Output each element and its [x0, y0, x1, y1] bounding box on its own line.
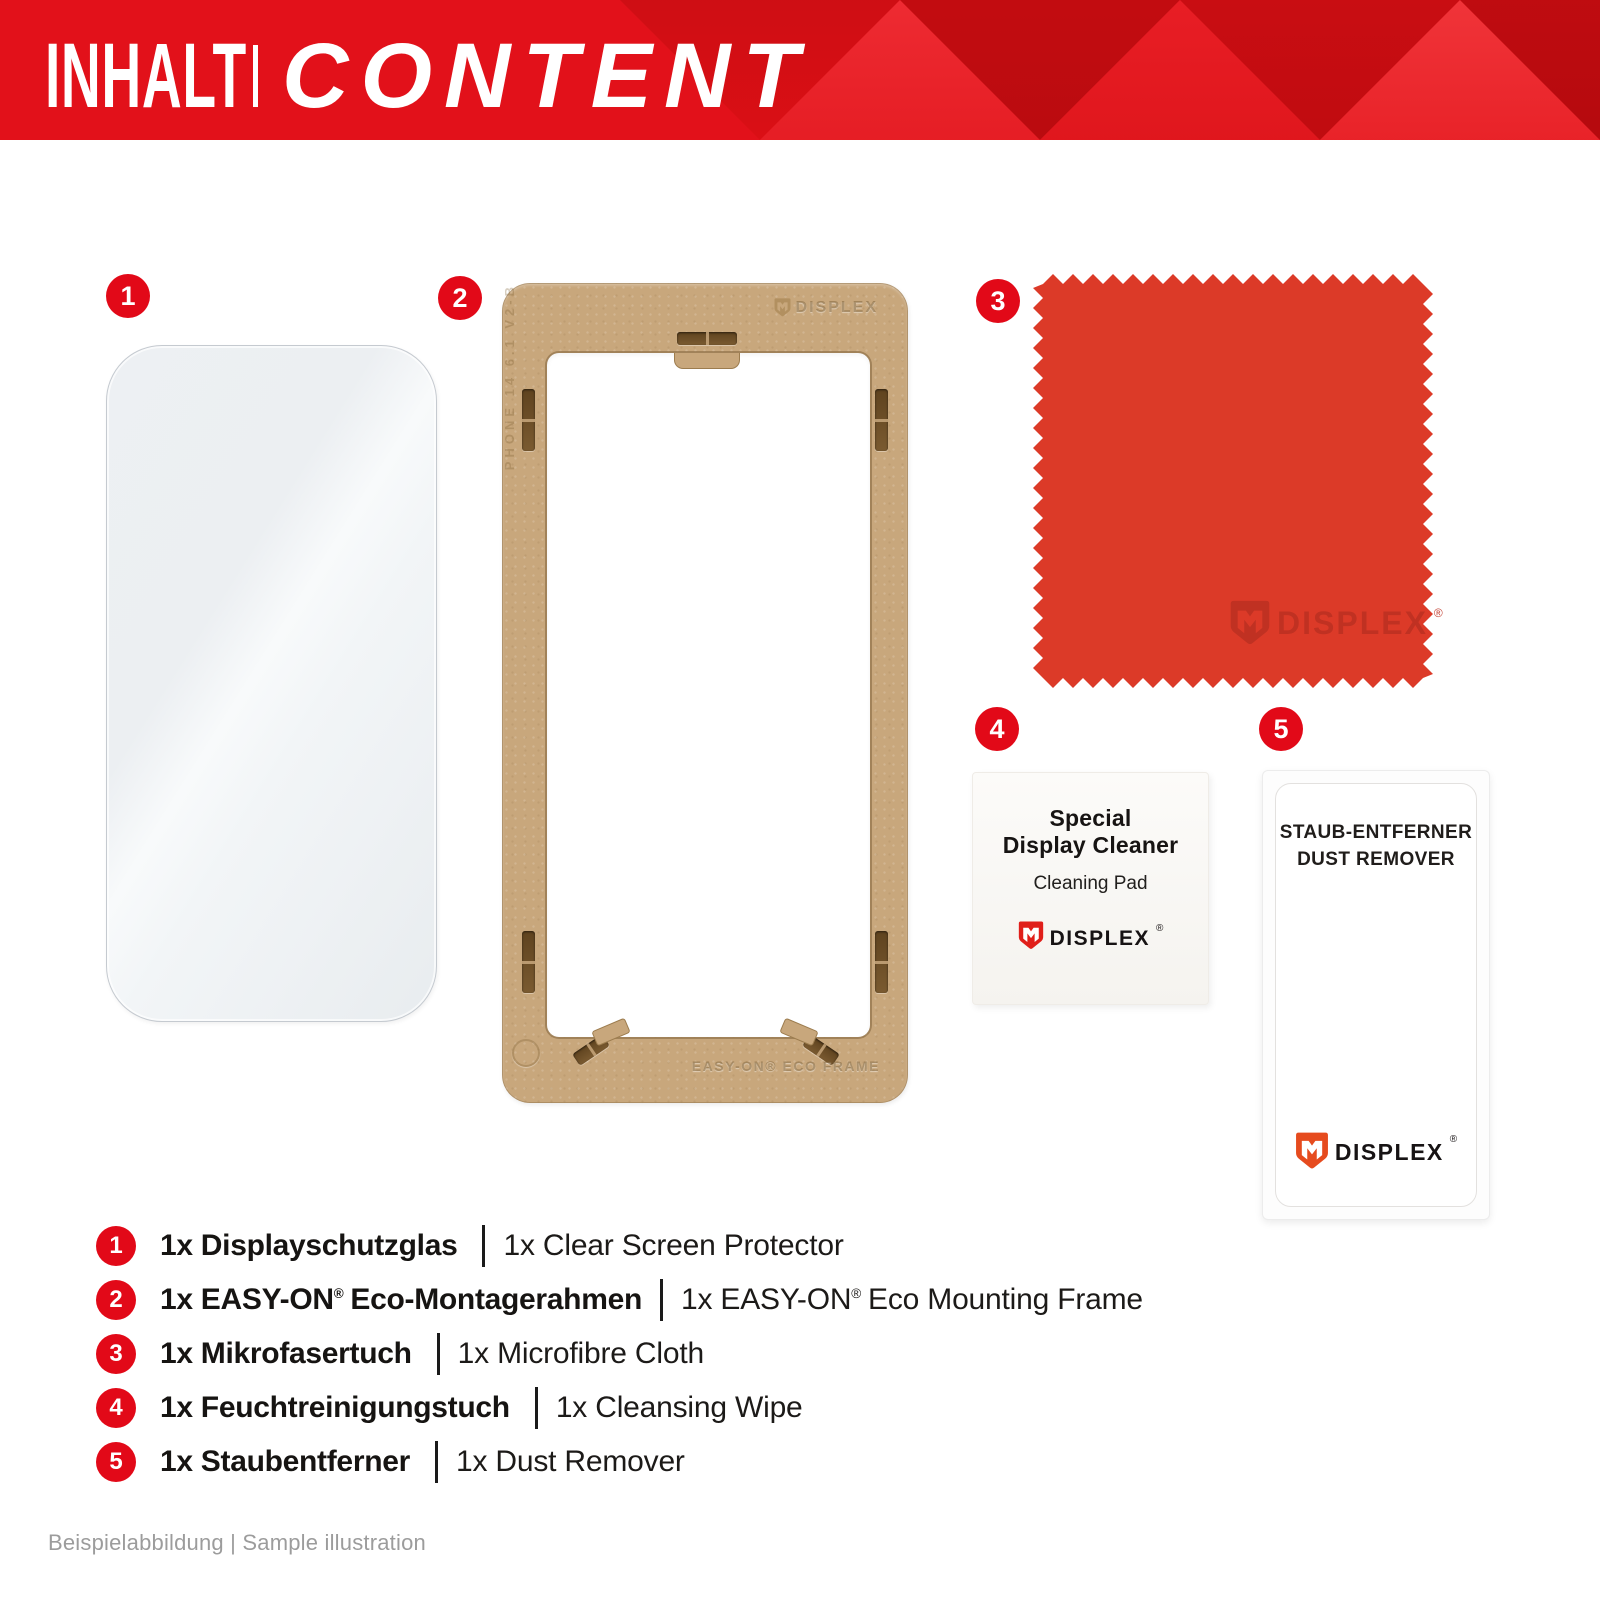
legend-de-2: 1x EASY-ON® Eco-Montagerahmen: [160, 1283, 642, 1316]
item-badge-3: 3: [976, 279, 1020, 323]
title-separator-bar: [253, 45, 258, 107]
frame-slot-left-lower: [522, 931, 535, 993]
legend-badge-1: 1: [96, 1226, 136, 1266]
legend: [96, 1226, 1143, 1496]
cleansing-wipe-sachet: [972, 772, 1209, 1005]
legend-badge-4: 4: [96, 1388, 136, 1428]
frame-window-cutout: [547, 353, 870, 1037]
legend-badge-3: 3: [96, 1334, 136, 1374]
frame-tab-top: [674, 353, 740, 369]
legend-row-3: [96, 1334, 1143, 1374]
sachet-displex-logo: DISPLEX ®: [1018, 921, 1164, 950]
legend-separator: [435, 1441, 438, 1483]
duster-displex-logo: DISPLEX ®: [1276, 1132, 1476, 1170]
legend-separator: [437, 1333, 440, 1375]
dust-remover-inner-card: [1275, 783, 1477, 1207]
frame-embossed-easyon: EASY-ON® ECO FRAME: [691, 1058, 880, 1074]
displex-shield-icon: [1018, 921, 1044, 950]
screen-protector-glass: [106, 345, 437, 1022]
frame-embossed-side-text: PHONE 14 6.1 V2-B: [502, 283, 517, 471]
duster-title-de: STAUB-ENTFERNER: [1279, 822, 1473, 843]
legend-badge-2: 2: [96, 1280, 136, 1320]
sachet-title-line1: Special: [1049, 805, 1132, 831]
title-german: INHALT: [45, 25, 247, 127]
duster-title-en: DUST REMOVER: [1297, 849, 1455, 870]
mounting-frame: [502, 283, 908, 1103]
cloth-displex-watermark: DISPLEX ®: [1229, 600, 1443, 646]
legend-en-3: 1x Microfibre Cloth: [457, 1337, 704, 1370]
sachet-title-line2: Display Cleaner: [1002, 832, 1179, 858]
dust-remover-card: [1262, 770, 1490, 1220]
legend-de-5: 1x Staubentferner: [160, 1445, 410, 1478]
legend-de-3: 1x Mikrofasertuch: [160, 1337, 412, 1370]
legend-en-5: 1x Dust Remover: [455, 1445, 685, 1478]
legend-badge-5: 5: [96, 1442, 136, 1482]
legend-en-2: 1x EASY-ON® Eco Mounting Frame: [681, 1283, 1143, 1316]
frame-embossed-eco-mark: [512, 1039, 540, 1067]
frame-slot-right-upper: [875, 389, 888, 451]
legend-separator: [482, 1225, 485, 1267]
frame-slot-top: [677, 332, 737, 345]
legend-row-4: [96, 1388, 1143, 1428]
microfibre-cloth: [1033, 274, 1443, 688]
frame-slot-left-upper: [522, 389, 535, 451]
sachet-subtitle: Cleaning Pad: [1033, 873, 1148, 894]
title-english: CONTENT: [282, 25, 811, 127]
item-badge-2: 2: [438, 276, 482, 320]
legend-row-1: [96, 1226, 1143, 1266]
displex-shield-icon: [774, 298, 791, 317]
item-badge-4: 4: [975, 707, 1019, 751]
header-banner: [0, 0, 1600, 140]
legend-row-5: [96, 1442, 1143, 1482]
frame-embossed-brand: DISPLEX: [774, 298, 878, 317]
displex-shield-icon: [1295, 1132, 1329, 1170]
legend-de-1: 1x Displayschutzglas: [160, 1229, 458, 1262]
legend-separator: [660, 1279, 663, 1321]
item-badge-1: 1: [106, 274, 150, 318]
item-badge-5: 5: [1259, 707, 1303, 751]
legend-separator: [535, 1387, 538, 1429]
legend-de-4: 1x Feuchtreinigungstuch: [160, 1391, 510, 1424]
legend-row-2: [96, 1280, 1143, 1320]
footer-note: Beispielabbildung | Sample illustration: [48, 1530, 426, 1555]
legend-en-1: 1x Clear Screen Protector: [503, 1229, 844, 1262]
legend-en-4: 1x Cleansing Wipe: [555, 1391, 803, 1424]
page-title: [45, 25, 811, 127]
displex-shield-icon: [1229, 600, 1271, 646]
frame-slot-right-lower: [875, 931, 888, 993]
